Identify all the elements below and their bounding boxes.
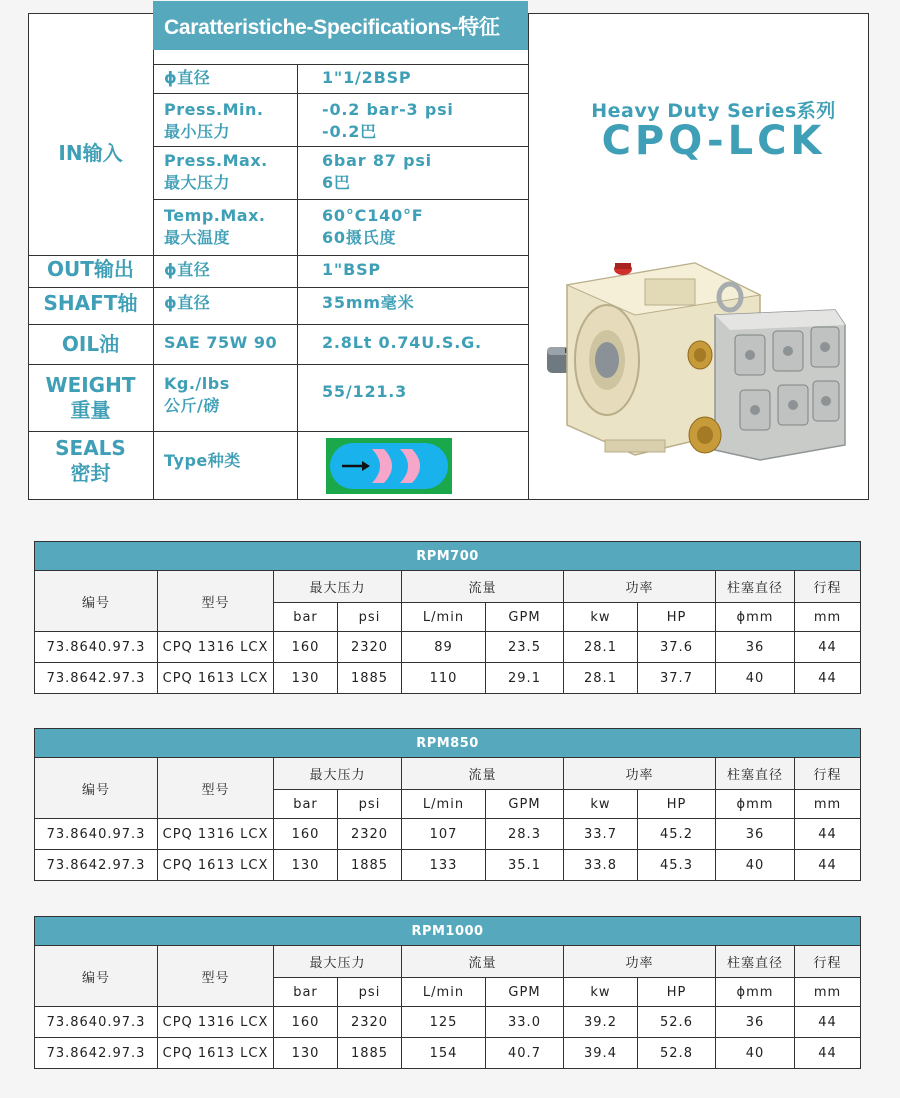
- table-cell: 73.8640.97.3: [35, 632, 158, 663]
- rpm-title: RPM700: [35, 542, 861, 571]
- col-stroke-header: 行程: [795, 758, 861, 790]
- table-cell: 110: [402, 663, 486, 694]
- unit-psi: psi: [338, 603, 402, 632]
- table-row: [35, 1038, 861, 1069]
- col-model-header: 型号: [158, 758, 274, 819]
- table-cell: 40: [716, 1038, 795, 1069]
- weight-value: 55/121.3: [322, 382, 408, 401]
- table-cell: CPQ 1613 LCX: [158, 850, 274, 881]
- table-cell: 44: [795, 1038, 861, 1069]
- table-cell: 130: [274, 850, 338, 881]
- model-title: CPQ-LCK: [601, 118, 826, 164]
- table-cell: 73.8640.97.3: [35, 1007, 158, 1038]
- col-power-header: 功率: [564, 946, 716, 978]
- table-cell: 44: [795, 850, 861, 881]
- col-pressure-header: 最大压力: [274, 946, 402, 978]
- table-cell: 73.8642.97.3: [35, 850, 158, 881]
- table-cell: 28.1: [564, 632, 638, 663]
- weight-unit: Kg./lbs 公斤/磅: [164, 374, 230, 415]
- unit-gpm: GPM: [486, 603, 564, 632]
- seal-type-key: Type种类: [164, 451, 241, 470]
- table-cell: 52.8: [638, 1038, 716, 1069]
- col-code-header: 编号: [35, 758, 158, 819]
- temp-max-key: Temp.Max. 最大温度: [164, 206, 266, 247]
- unit-phimm: ϕmm: [716, 790, 795, 819]
- table-cell: 73.8640.97.3: [35, 819, 158, 850]
- seal-type-icon: [326, 438, 452, 494]
- seals-label: SEALS 密封: [55, 436, 126, 485]
- pump-illustration: [545, 255, 860, 485]
- unit-bar: bar: [274, 978, 338, 1007]
- shaft-label: SHAFT轴: [43, 291, 138, 315]
- table-cell: 73.8642.97.3: [35, 663, 158, 694]
- table-row: [35, 632, 861, 663]
- table-cell: 33.0: [486, 1007, 564, 1038]
- unit-bar: bar: [274, 603, 338, 632]
- table-cell: 44: [795, 819, 861, 850]
- table-cell: 36: [716, 632, 795, 663]
- table-cell: 2320: [338, 632, 402, 663]
- weight-label: WEIGHT 重量: [45, 373, 136, 422]
- table-cell: 44: [795, 1007, 861, 1038]
- col-code-header: 编号: [35, 571, 158, 632]
- unit-mm: mm: [795, 603, 861, 632]
- table-cell: 29.1: [486, 663, 564, 694]
- spec-header: Caratteristiche-Specifications-特征: [153, 1, 528, 50]
- table-cell: 36: [716, 819, 795, 850]
- unit-kw: kw: [564, 790, 638, 819]
- unit-kw: kw: [564, 603, 638, 632]
- unit-hp: HP: [638, 978, 716, 1007]
- oil-type: SAE 75W 90: [164, 333, 278, 352]
- table-cell: 45.3: [638, 850, 716, 881]
- col-pressure-header: 最大压力: [274, 571, 402, 603]
- table-cell: 39.4: [564, 1038, 638, 1069]
- rpm-table: [34, 541, 861, 694]
- table-cell: 130: [274, 1038, 338, 1069]
- col-plunger-header: 柱塞直径: [716, 758, 795, 790]
- col-stroke-header: 行程: [795, 946, 861, 978]
- table-cell: 154: [402, 1038, 486, 1069]
- table-cell: 39.2: [564, 1007, 638, 1038]
- in-diameter-key: ϕ直径: [164, 68, 211, 87]
- table-cell: 1885: [338, 1038, 402, 1069]
- unit-lmin: L/min: [402, 603, 486, 632]
- table-cell: 40.7: [486, 1038, 564, 1069]
- col-flow-header: 流量: [402, 571, 564, 603]
- table-row: [35, 1007, 861, 1038]
- unit-lmin: L/min: [402, 978, 486, 1007]
- press-max-value: 6bar 87 psi 6巴: [322, 151, 432, 192]
- col-power-header: 功率: [564, 758, 716, 790]
- oil-quantity: 2.8Lt 0.74U.S.G.: [322, 333, 482, 352]
- table-cell: 28.1: [564, 663, 638, 694]
- table-cell: 35.1: [486, 850, 564, 881]
- col-stroke-header: 行程: [795, 571, 861, 603]
- table-cell: CPQ 1316 LCX: [158, 1007, 274, 1038]
- table-cell: 52.6: [638, 1007, 716, 1038]
- table-cell: 37.7: [638, 663, 716, 694]
- table-cell: 73.8642.97.3: [35, 1038, 158, 1069]
- table-cell: 2320: [338, 1007, 402, 1038]
- table-cell: 160: [274, 1007, 338, 1038]
- table-cell: 23.5: [486, 632, 564, 663]
- temp-max-value: 60°C140°F 60摄氏度: [322, 206, 424, 247]
- table-cell: 160: [274, 819, 338, 850]
- table-cell: 160: [274, 632, 338, 663]
- col-model-header: 型号: [158, 946, 274, 1007]
- table-cell: 33.8: [564, 850, 638, 881]
- col-plunger-header: 柱塞直径: [716, 946, 795, 978]
- unit-phimm: ϕmm: [716, 603, 795, 632]
- col-model-header: 型号: [158, 571, 274, 632]
- col-code-header: 编号: [35, 946, 158, 1007]
- table-cell: 107: [402, 819, 486, 850]
- col-plunger-header: 柱塞直径: [716, 571, 795, 603]
- series-title: Heavy Duty Series系列: [591, 100, 836, 122]
- shaft-diameter-key: ϕ直径: [164, 293, 211, 312]
- table-cell: 33.7: [564, 819, 638, 850]
- table-cell: 40: [716, 850, 795, 881]
- press-min-value: -0.2 bar-3 psi -0.2巴: [322, 100, 454, 141]
- table-cell: 133: [402, 850, 486, 881]
- table-cell: 28.3: [486, 819, 564, 850]
- rpm-title: RPM1000: [35, 917, 861, 946]
- out-diameter-value: 1"BSP: [322, 260, 381, 279]
- rpm-table: [34, 916, 861, 1069]
- table-cell: 37.6: [638, 632, 716, 663]
- table-cell: 1885: [338, 850, 402, 881]
- table-cell: CPQ 1316 LCX: [158, 819, 274, 850]
- unit-hp: HP: [638, 790, 716, 819]
- col-flow-header: 流量: [402, 946, 564, 978]
- table-cell: 36: [716, 1007, 795, 1038]
- col-flow-header: 流量: [402, 758, 564, 790]
- table-cell: 1885: [338, 663, 402, 694]
- table-cell: 89: [402, 632, 486, 663]
- table-cell: 130: [274, 663, 338, 694]
- table-cell: 45.2: [638, 819, 716, 850]
- shaft-diameter-value: 35mm毫米: [322, 293, 415, 312]
- unit-lmin: L/min: [402, 790, 486, 819]
- unit-mm: mm: [795, 790, 861, 819]
- unit-phimm: ϕmm: [716, 978, 795, 1007]
- unit-hp: HP: [638, 603, 716, 632]
- unit-psi: psi: [338, 978, 402, 1007]
- table-cell: 44: [795, 632, 861, 663]
- out-diameter-key: ϕ直径: [164, 260, 211, 279]
- table-cell: 44: [795, 663, 861, 694]
- in-diameter-value: 1"1/2BSP: [322, 68, 412, 87]
- table-cell: CPQ 1316 LCX: [158, 632, 274, 663]
- unit-psi: psi: [338, 790, 402, 819]
- out-label: OUT输出: [47, 257, 134, 281]
- rpm-title: RPM850: [35, 729, 861, 758]
- unit-gpm: GPM: [486, 790, 564, 819]
- oil-label: OIL油: [61, 332, 120, 356]
- table-cell: 125: [402, 1007, 486, 1038]
- press-min-key: Press.Min. 最小压力: [164, 100, 264, 141]
- press-max-key: Press.Max. 最大压力: [164, 151, 268, 192]
- col-power-header: 功率: [564, 571, 716, 603]
- rpm-table: [34, 728, 861, 881]
- table-cell: CPQ 1613 LCX: [158, 663, 274, 694]
- in-label: IN输入: [58, 141, 123, 165]
- unit-bar: bar: [274, 790, 338, 819]
- table-cell: 40: [716, 663, 795, 694]
- unit-gpm: GPM: [486, 978, 564, 1007]
- table-cell: 2320: [338, 819, 402, 850]
- unit-mm: mm: [795, 978, 861, 1007]
- unit-kw: kw: [564, 978, 638, 1007]
- col-pressure-header: 最大压力: [274, 758, 402, 790]
- table-row: [35, 850, 861, 881]
- table-row: [35, 819, 861, 850]
- table-cell: CPQ 1613 LCX: [158, 1038, 274, 1069]
- table-row: [35, 663, 861, 694]
